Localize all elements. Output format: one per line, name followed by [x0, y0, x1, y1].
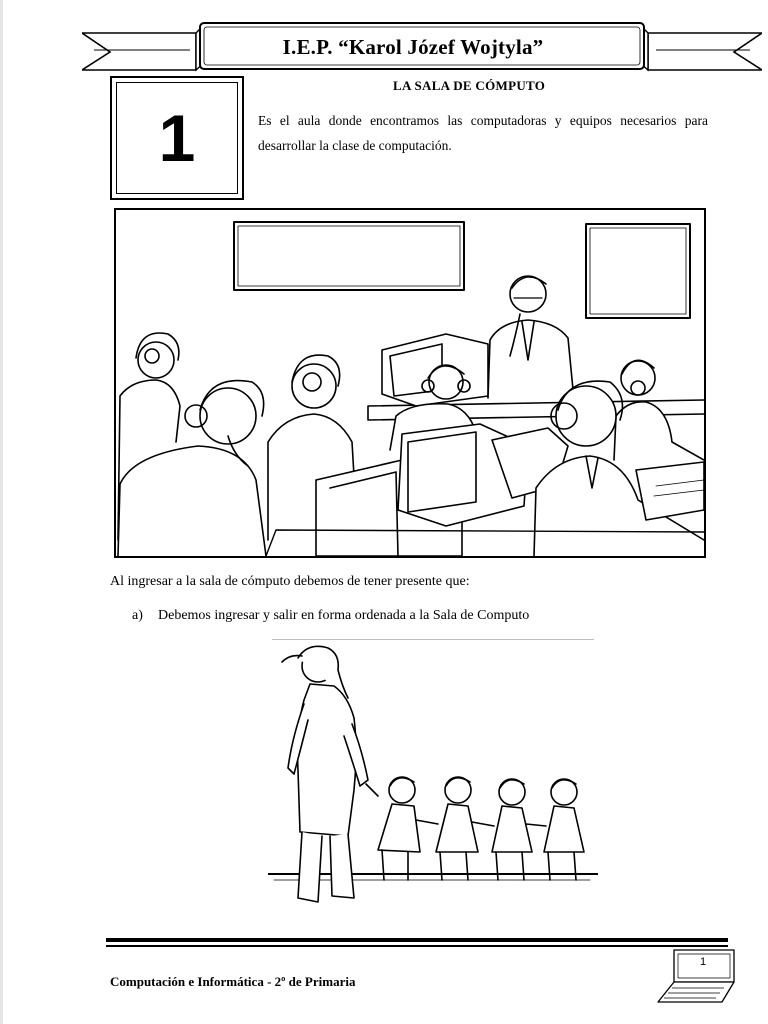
footer-rule-thin [106, 945, 728, 947]
footer-course: Computación e Informática - 2º de Primaria [110, 974, 356, 989]
lesson-number-box [110, 76, 244, 200]
page-edge [0, 0, 3, 1024]
teacher-children-drawing [268, 640, 598, 910]
classroom-drawing [116, 210, 704, 556]
footer-rule [106, 938, 728, 942]
lesson-number: 1 [116, 82, 238, 194]
classroom-illustration [114, 208, 706, 558]
school-title: I.E.P. “Karol Józef Wojtyla” [282, 34, 544, 59]
list-item [132, 608, 529, 624]
intro-paragraph: Es el aula donde encontramos las computadoras y equipos necesarios para desarrollar la clase de computación. [258, 113, 708, 153]
list-item-text: Debemos ingresar y salir en forma ordenada a la Sala de Computo [158, 608, 530, 623]
teacher-children-illustration [268, 640, 598, 910]
section-title: LA SALA DE CÓMPUTO [393, 78, 546, 93]
page-number: 1 [699, 956, 707, 968]
list-marker: a) [132, 608, 143, 623]
lead-sentence: Al ingresar a la sala de cómputo debemos de tener presente que: [110, 574, 470, 589]
header-banner [82, 18, 762, 78]
